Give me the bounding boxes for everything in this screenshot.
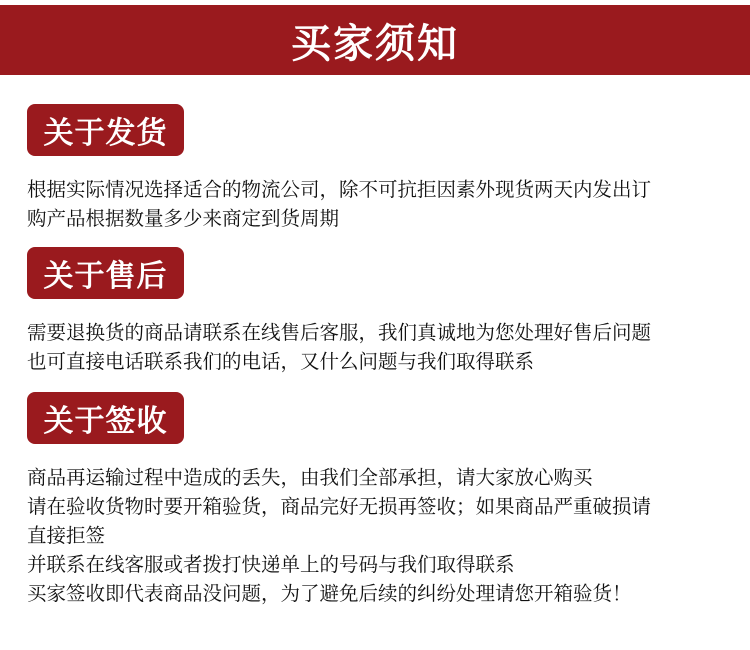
text-line: 需要退换货的商品请联系在线售后客服，我们真诚地为您处理好售后问题 — [27, 321, 652, 344]
text-line: 根据实际情况选择适合的物流公司，除不可抗拒因素外现货两天内发出订 — [27, 178, 652, 201]
text-line: 也可直接电话联系我们的电话，又什么问题与我们取得联系 — [27, 350, 535, 373]
text-line: 购产品根据数量多少来商定到货周期 — [27, 207, 340, 230]
text-line: 并联系在线客服或者拨打快递单上的号码与我们取得联系 — [27, 553, 515, 576]
section-badge-receipt: 关于签收 — [27, 392, 184, 444]
text-line: 商品再运输过程中造成的丢失，由我们全部承担，请大家放心购买 — [27, 466, 593, 489]
section-shipping — [27, 104, 727, 233]
section-text-shipping — [27, 175, 727, 233]
section-after-sales — [27, 247, 727, 376]
text-line: 请在验收货物时要开箱验货，商品完好无损再签收；如果商品严重破损请 — [27, 495, 652, 518]
section-badge-after-sales: 关于售后 — [27, 247, 184, 299]
text-line: 直接拒签 — [27, 524, 106, 547]
section-text-receipt — [27, 463, 727, 608]
page-title: 买家须知 — [291, 20, 459, 67]
section-badge-shipping: 关于发货 — [27, 104, 184, 156]
text-line: 买家签收即代表商品没问题，为了避免后续的纠纷处理请您开箱验货！ — [27, 582, 632, 605]
section-receipt — [27, 392, 727, 608]
header-banner — [0, 5, 750, 75]
section-text-after-sales — [27, 318, 727, 376]
